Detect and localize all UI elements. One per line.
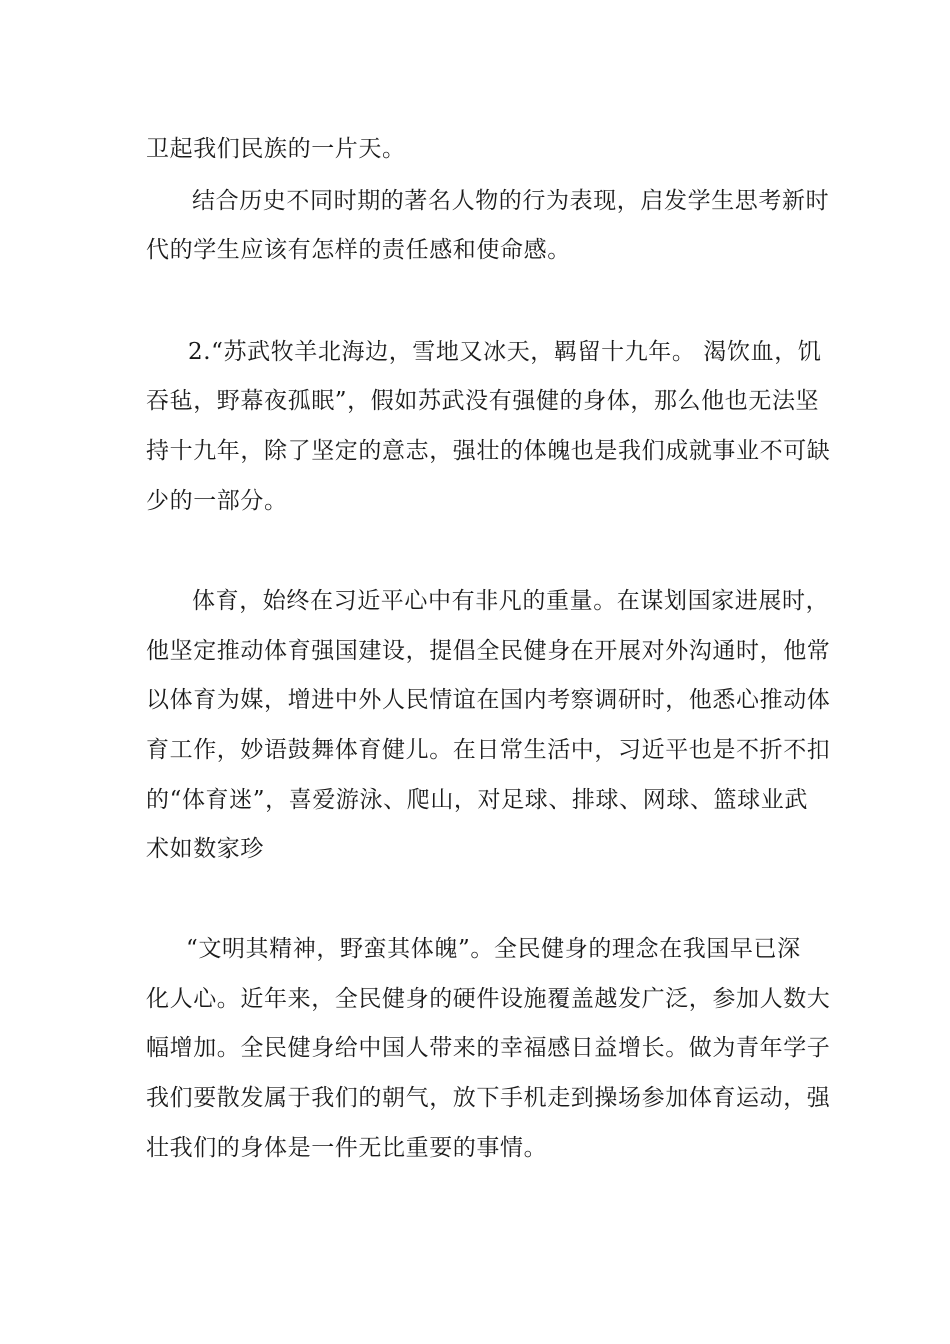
text-line: 代的学生应该有怎样的责任感和使命感。	[146, 237, 571, 263]
text-line: 以体育为媒，增进中外人民情谊在国内考察调研时，他悉心推动体	[146, 687, 831, 713]
text-line: 壮我们的身体是一件无比重要的事情。	[146, 1135, 548, 1161]
text-line: 卫起我们民族的一片天。	[146, 136, 406, 162]
text-line: 体育，始终在习近平心中有非凡的重量。在谋划国家进展时，	[192, 588, 830, 614]
text-line: 幅增加。全民健身给中国人带来的幸福感日益增长。做为青年学子	[146, 1035, 831, 1061]
text-line: 吞毡，野幕夜孤眠”，假如苏武没有强健的身体，那么他也无法坚	[146, 388, 820, 414]
text-line: “文明其精神，野蛮其体魄”。全民健身的理念在我国早已深	[186, 936, 801, 962]
text-line: 2.“苏武牧羊北海边，雪地又冰天，羁留十九年。 渴饮血，饥	[188, 339, 822, 365]
text-line: 他坚定推动体育强国建设，提倡全民健身在开展对外沟通时，他常	[146, 638, 831, 664]
text-line: 术如数家珍	[146, 836, 264, 862]
text-line: 化人心。近年来，全民健身的硬件设施覆盖越发广泛，参加人数大	[146, 986, 831, 1012]
text-line: 育工作，妙语鼓舞体育健儿。在日常生活中，习近平也是不折不扣	[146, 737, 831, 763]
text-line: 结合历史不同时期的著名人物的行为表现，启发学生思考新时	[192, 188, 830, 214]
text-line: 我们要散发属于我们的朝气，放下手机走到操场参加体育运动，强	[146, 1085, 831, 1111]
text-line: 持十九年，除了坚定的意志，强壮的体魄也是我们成就事业不可缺	[146, 438, 831, 464]
text-line: 的“体育迷”，喜爱游泳、爬山，对足球、排球、网球、篮球业武	[146, 787, 808, 813]
text-line: 少的一部分。	[146, 488, 288, 514]
